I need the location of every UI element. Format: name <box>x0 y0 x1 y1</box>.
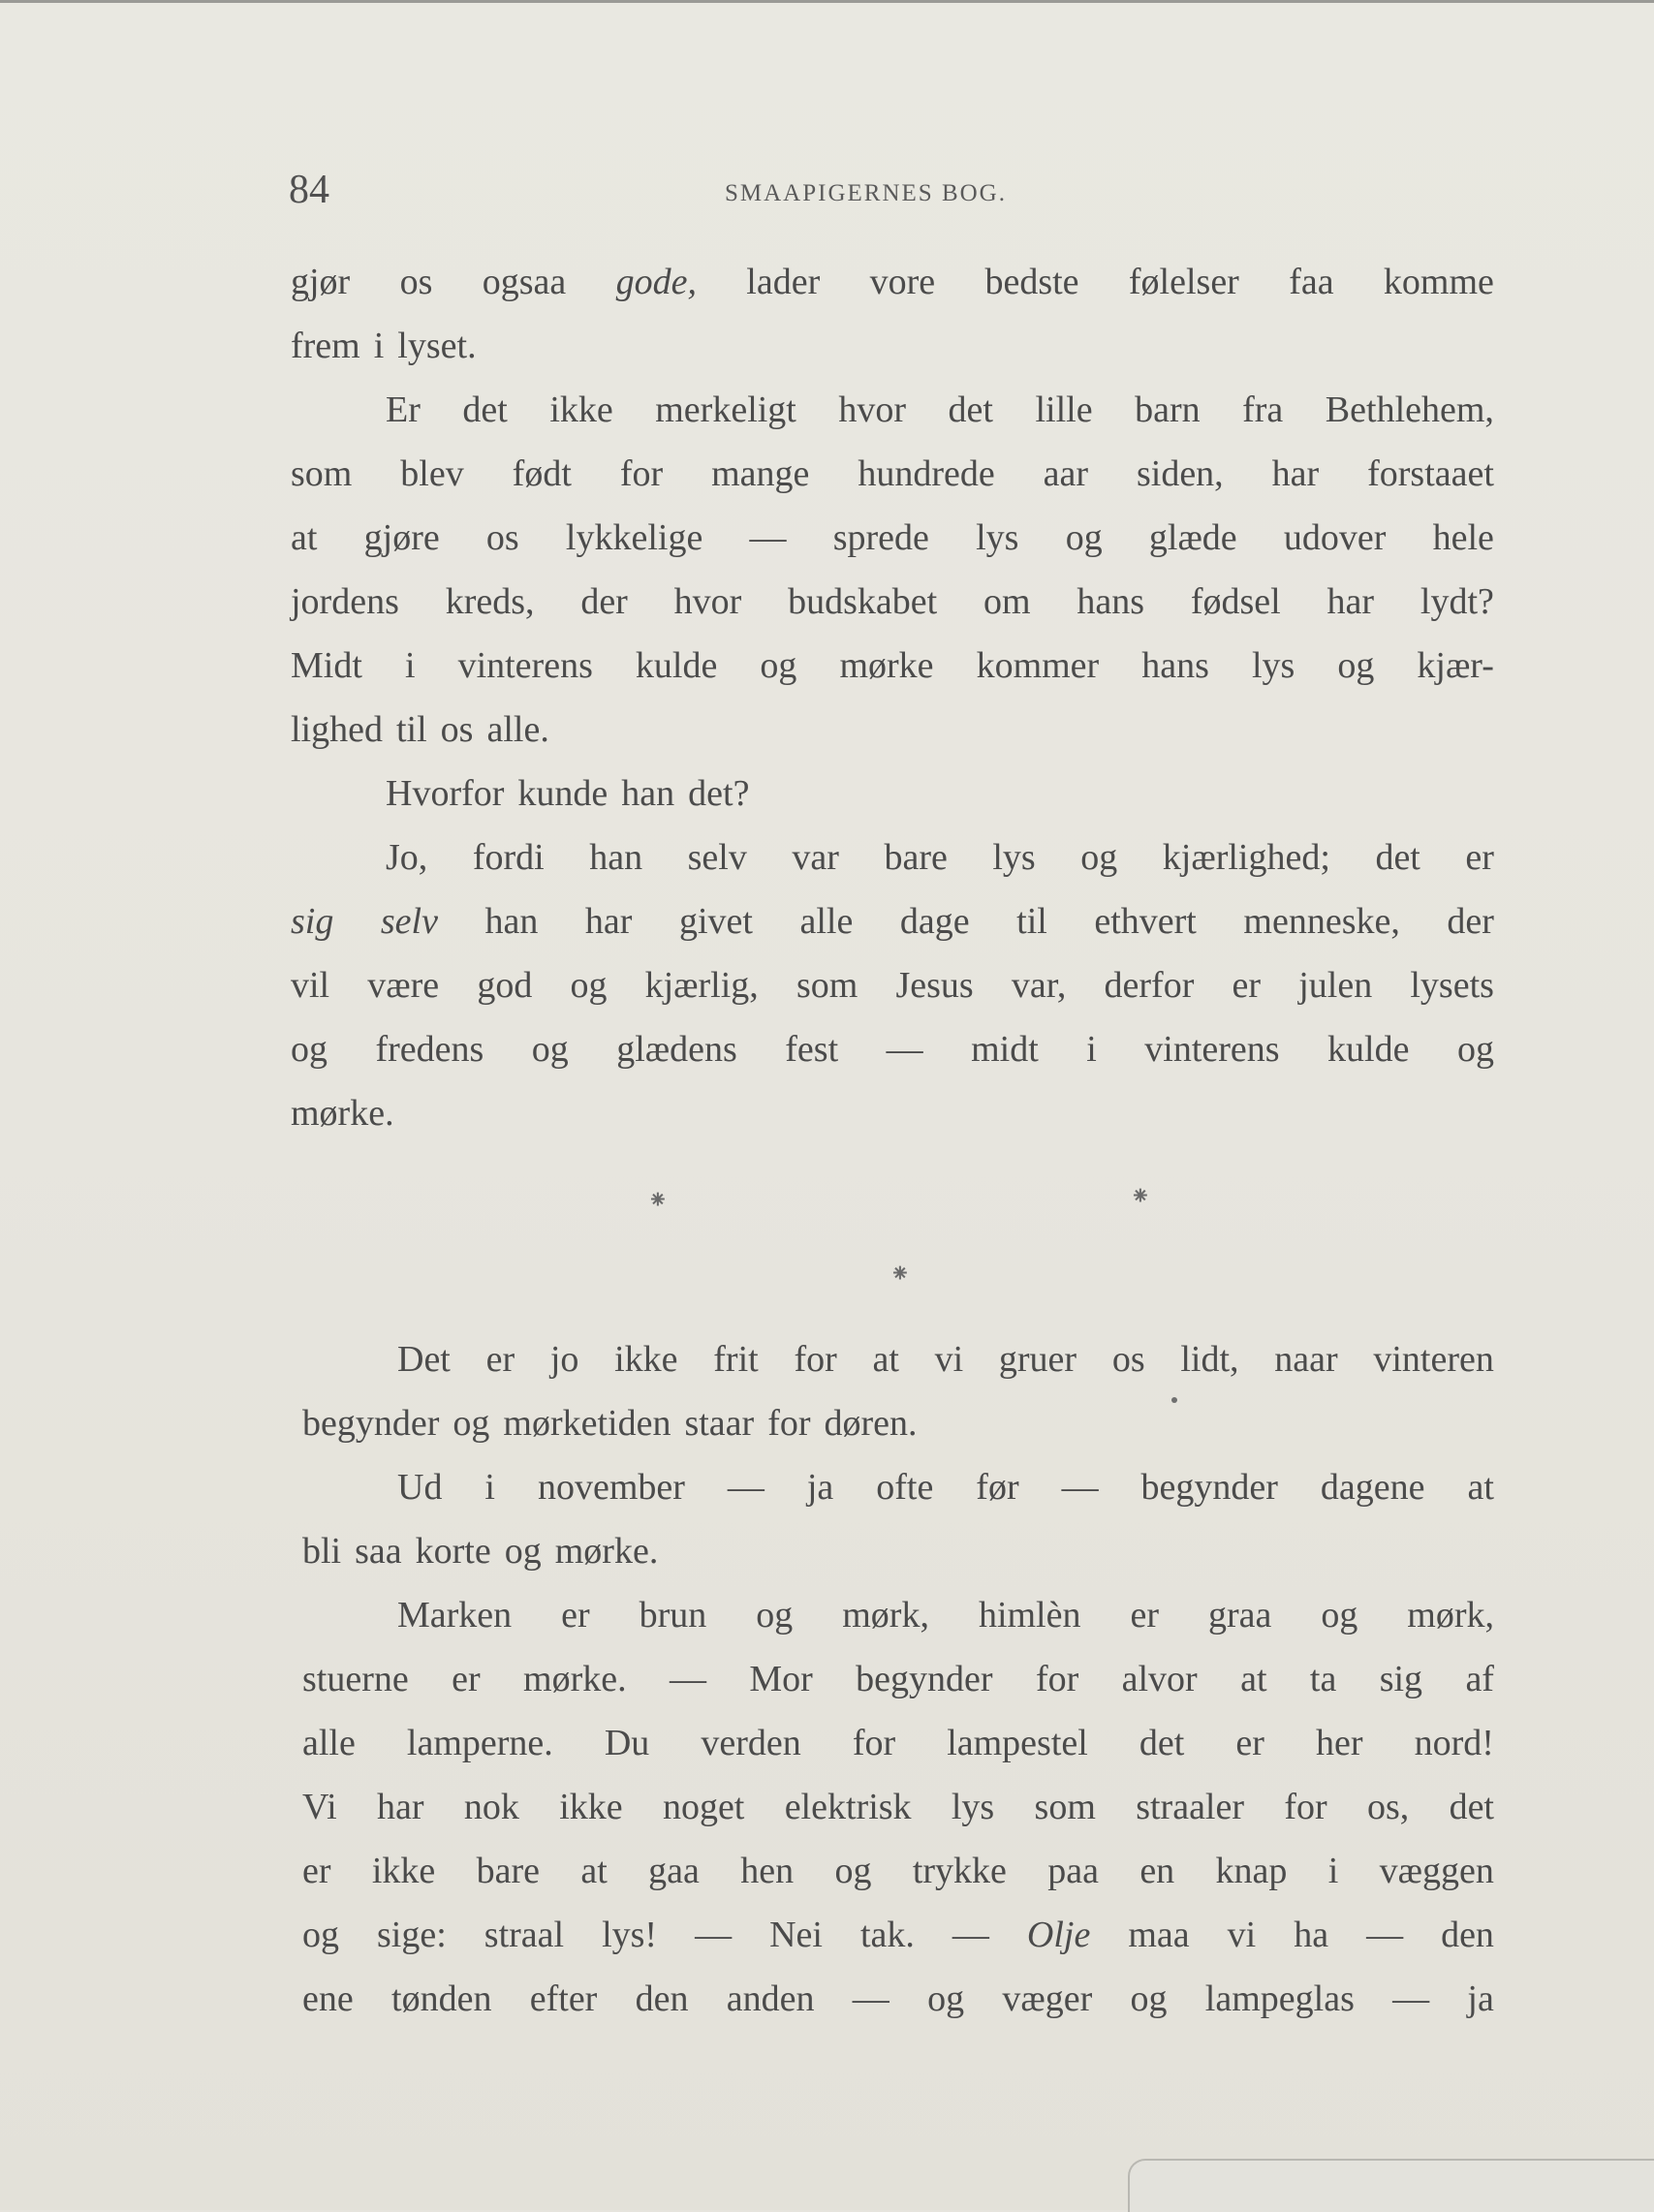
word: blev <box>400 453 464 494</box>
word: ikke <box>614 1339 678 1380</box>
word: han <box>484 901 539 942</box>
word: den <box>635 1978 689 2019</box>
word: vi <box>934 1339 964 1380</box>
word: ofte <box>876 1467 934 1508</box>
word: mørke <box>839 645 934 686</box>
word: Det <box>397 1339 451 1380</box>
word: dagene <box>1320 1467 1425 1508</box>
word: ja <box>1467 1978 1494 2019</box>
text-line <box>302 1391 1494 1455</box>
word: ikke <box>549 389 613 430</box>
word: siden, <box>1136 453 1224 494</box>
word: i <box>1327 1851 1339 1891</box>
word: november <box>537 1467 685 1508</box>
word: kjærlighed; <box>1162 837 1330 878</box>
word: nord! <box>1414 1723 1494 1763</box>
word: det <box>1375 837 1420 878</box>
running-title: SMAAPIGERNES BOG. <box>725 180 1007 206</box>
word: som <box>796 965 858 1006</box>
word: gjøre <box>363 517 440 558</box>
text-line <box>291 826 1494 889</box>
word: — <box>727 1467 765 1508</box>
word: himlèn <box>978 1595 1081 1636</box>
word: bedste <box>984 262 1079 302</box>
word: hans <box>1141 645 1209 686</box>
word: og <box>1321 1595 1358 1636</box>
word: der <box>1447 901 1494 942</box>
word: har <box>1326 581 1375 622</box>
word: — <box>1061 1467 1099 1508</box>
word: midt <box>971 1029 1039 1070</box>
asterisk-ornament-left: ⁕ <box>647 1186 669 1214</box>
word: ha <box>1294 1915 1329 1955</box>
word: er <box>1235 1723 1264 1763</box>
word: mørk, <box>1407 1595 1494 1636</box>
word: har <box>1271 453 1320 494</box>
text-line <box>302 1647 1494 1711</box>
word: for <box>1284 1787 1327 1827</box>
word: — <box>852 1978 889 2019</box>
word: være <box>367 965 440 1006</box>
word: det <box>462 389 508 430</box>
word: hvor <box>673 581 742 622</box>
word: det? <box>688 773 750 814</box>
word: at <box>1467 1467 1494 1508</box>
word: er <box>302 1851 331 1891</box>
word: os, <box>1366 1787 1410 1827</box>
word: — <box>669 1659 706 1699</box>
word: budskabet <box>788 581 938 622</box>
word: Ud <box>397 1467 443 1508</box>
word: vi <box>1227 1915 1257 1955</box>
word: som <box>1034 1787 1096 1827</box>
word: og <box>531 1029 569 1070</box>
word: Mor <box>749 1659 813 1699</box>
text-line <box>291 762 1494 826</box>
word: lader <box>746 262 821 302</box>
word: hvor <box>838 389 907 430</box>
word: for <box>794 1339 837 1380</box>
word: julen <box>1298 965 1373 1006</box>
word: en <box>1139 1851 1175 1891</box>
word: begynder <box>302 1403 440 1444</box>
word: staar <box>684 1403 755 1444</box>
word: knap <box>1215 1851 1288 1891</box>
word: fordi <box>472 837 545 878</box>
word: hundrede <box>858 453 995 494</box>
word: mørke. <box>291 1093 394 1134</box>
word: menneske, <box>1243 901 1400 942</box>
word: vore <box>869 262 936 302</box>
word: — <box>1392 1978 1430 2019</box>
word: i <box>484 1467 495 1508</box>
word: til <box>1016 901 1047 942</box>
word: aar <box>1043 453 1089 494</box>
word: den <box>1441 1915 1494 1955</box>
word: alle <box>302 1723 356 1763</box>
word: mange <box>711 453 810 494</box>
text-line <box>291 314 1494 378</box>
italic-word: selv <box>380 901 438 942</box>
word: vinteren <box>1373 1339 1494 1380</box>
word: — <box>1366 1915 1404 1955</box>
word: der <box>580 581 628 622</box>
word: glæde <box>1148 517 1237 558</box>
italic-word: Olje <box>1026 1915 1091 1955</box>
word: og <box>570 965 608 1006</box>
word: lykkelige <box>565 517 703 558</box>
word: frit <box>713 1339 759 1380</box>
word: forstaaet <box>1367 453 1494 494</box>
word: født <box>512 453 572 494</box>
word: væggen <box>1379 1851 1494 1891</box>
word: os <box>1111 1339 1145 1380</box>
word: væger <box>1002 1978 1093 2019</box>
word: lydt? <box>1420 581 1494 622</box>
text-line <box>302 1711 1494 1775</box>
word: kommer <box>976 645 1100 686</box>
word: begynder <box>1140 1467 1278 1508</box>
word: mørke. <box>523 1659 627 1699</box>
word: som <box>291 453 353 494</box>
word: lys <box>951 1787 995 1827</box>
word: det <box>1449 1787 1494 1827</box>
text-line <box>302 1775 1494 1839</box>
word: tønden <box>391 1978 492 2019</box>
word: udover <box>1283 517 1387 558</box>
word: og <box>504 1531 542 1572</box>
word: har <box>377 1787 424 1827</box>
word: er <box>561 1595 590 1636</box>
word: vinterens <box>457 645 593 686</box>
text-line <box>291 442 1494 506</box>
word: lighed <box>291 709 383 750</box>
word: faa <box>1289 262 1334 302</box>
text-line <box>291 506 1494 570</box>
word: jo <box>549 1339 579 1380</box>
word: sprede <box>832 517 929 558</box>
text-line <box>291 889 1494 953</box>
word: Nei <box>769 1915 823 1955</box>
text-line <box>302 1903 1494 1967</box>
word: Midt <box>291 645 362 686</box>
word: og <box>453 1403 490 1444</box>
word: Marken <box>397 1595 513 1636</box>
text-line <box>302 1327 1494 1391</box>
word: fra <box>1242 389 1284 430</box>
word: det <box>1139 1723 1185 1763</box>
text-line <box>302 1839 1494 1903</box>
text-block-1 <box>291 250 1494 1145</box>
word: ogsaa <box>482 262 567 302</box>
word: i <box>404 645 416 686</box>
word: derfor <box>1104 965 1195 1006</box>
word: kjær- <box>1417 645 1494 686</box>
word: Jo, <box>386 837 428 878</box>
italic-word: sig <box>291 901 334 942</box>
word: for <box>619 453 664 494</box>
word: er <box>485 1339 515 1380</box>
asterisk-ornament-right: ⁕ <box>1130 1182 1151 1210</box>
word: og <box>1337 645 1375 686</box>
word: sige: <box>377 1915 447 1955</box>
word: tak. <box>859 1915 915 1955</box>
word: verden <box>701 1723 801 1763</box>
word: hans <box>1077 581 1145 622</box>
word: i <box>1086 1029 1097 1070</box>
word: han <box>621 773 675 814</box>
word: saa <box>355 1531 402 1572</box>
word: alle. <box>486 709 549 750</box>
word: lys! <box>602 1915 658 1955</box>
word: efter <box>529 1978 598 2019</box>
word: god <box>477 965 533 1006</box>
word: selv <box>687 837 747 878</box>
word: Vi <box>302 1787 337 1827</box>
word: straaler <box>1136 1787 1245 1827</box>
word: mørketiden <box>503 1403 671 1444</box>
word: var, <box>1011 965 1067 1006</box>
word: og <box>291 1029 328 1070</box>
word: her <box>1315 1723 1363 1763</box>
word: kunde <box>517 773 609 814</box>
word: merkeligt <box>655 389 796 430</box>
word: bare <box>884 837 948 878</box>
word: han <box>589 837 643 878</box>
word: Bethlehem, <box>1325 389 1494 430</box>
word: kulde <box>635 645 718 686</box>
text-line <box>302 1967 1494 2031</box>
word: for <box>852 1723 896 1763</box>
word: stuerne <box>302 1659 409 1699</box>
paper-speck <box>1171 1397 1177 1403</box>
word: lidt, <box>1180 1339 1239 1380</box>
page-header <box>289 167 1490 225</box>
word: Jesus <box>895 965 974 1006</box>
word: os <box>440 709 474 750</box>
word: anden <box>726 1978 815 2019</box>
word: lampestel <box>947 1723 1088 1763</box>
word: ethvert <box>1094 901 1197 942</box>
asterisk-ornament-center: ⁕ <box>889 1260 911 1288</box>
text-line <box>302 1583 1494 1647</box>
word: Hvorfor <box>386 773 505 814</box>
text-line <box>291 570 1494 634</box>
text-block-2 <box>302 1327 1494 2031</box>
word: lille <box>1035 389 1093 430</box>
page-number: 84 <box>289 168 329 212</box>
word: ikke <box>371 1851 436 1891</box>
word: lys <box>1251 645 1295 686</box>
text-line <box>291 250 1494 314</box>
word: og <box>1130 1978 1168 2019</box>
word: graa <box>1207 1595 1272 1636</box>
word: — <box>749 517 787 558</box>
word: lampeglas <box>1204 1978 1355 2019</box>
word: kreds, <box>445 581 535 622</box>
word: os <box>485 517 519 558</box>
word: hele <box>1432 517 1494 558</box>
word: er <box>1465 837 1494 878</box>
word: og <box>756 1595 794 1636</box>
word: alvor <box>1121 1659 1198 1699</box>
word: at <box>580 1851 608 1891</box>
word: hen <box>740 1851 795 1891</box>
word: er <box>452 1659 481 1699</box>
word: gjør <box>291 262 351 302</box>
word: ikke <box>559 1787 623 1827</box>
word: begynder <box>856 1659 993 1699</box>
word: og <box>834 1851 872 1891</box>
word: Er <box>386 389 421 430</box>
text-line <box>291 634 1494 698</box>
word: gruer <box>998 1339 1077 1380</box>
word: fest <box>785 1029 839 1070</box>
word: alle <box>799 901 854 942</box>
word: lamperne. <box>406 1723 553 1763</box>
word: kjærlig, <box>644 965 759 1006</box>
word: korte <box>415 1531 491 1572</box>
word: givet <box>678 901 753 942</box>
word: os <box>399 262 433 302</box>
word: lysets <box>1410 965 1494 1006</box>
word: frem <box>291 326 360 366</box>
word: Du <box>604 1723 650 1763</box>
word: straal <box>484 1915 565 1955</box>
word: nok <box>463 1787 519 1827</box>
word: det <box>948 389 993 430</box>
text-line <box>291 1017 1494 1081</box>
word: trykke <box>912 1851 1007 1891</box>
italic-word: gode, <box>615 262 697 302</box>
page-top-edge <box>0 0 1654 3</box>
word: fødsel <box>1190 581 1281 622</box>
text-line <box>291 953 1494 1017</box>
word: paa <box>1047 1851 1099 1891</box>
word: i <box>373 326 385 366</box>
word: vinterens <box>1144 1029 1280 1070</box>
word: og <box>1456 1029 1494 1070</box>
word: bli <box>302 1531 342 1572</box>
word: elektrisk <box>784 1787 912 1827</box>
word: noget <box>662 1787 745 1827</box>
word: — <box>886 1029 923 1070</box>
word: og <box>1080 837 1118 878</box>
word: om <box>983 581 1031 622</box>
word: til <box>395 709 427 750</box>
word: for <box>767 1403 811 1444</box>
word: døren. <box>824 1403 918 1444</box>
word: — <box>695 1915 733 1955</box>
word: var <box>792 837 839 878</box>
page-curl-corner <box>1128 2159 1654 2212</box>
word: lyset. <box>397 326 477 366</box>
word: dage <box>899 901 970 942</box>
text-line <box>302 1455 1494 1519</box>
text-line <box>291 698 1494 762</box>
word: gaa <box>648 1851 700 1891</box>
word: har <box>584 901 633 942</box>
word: vil <box>291 965 330 1006</box>
word: ja <box>806 1467 834 1508</box>
word: bare <box>476 1851 541 1891</box>
text-line <box>302 1519 1494 1583</box>
text-line <box>291 378 1494 442</box>
word: følelser <box>1128 262 1239 302</box>
word: før <box>976 1467 1019 1508</box>
word: fredens <box>375 1029 484 1070</box>
word: og <box>1065 517 1103 558</box>
word: og <box>760 645 797 686</box>
word: er <box>1232 965 1262 1006</box>
word: lys <box>976 517 1019 558</box>
word: mørke. <box>554 1531 659 1572</box>
text-line <box>291 1081 1494 1145</box>
word: — <box>952 1915 989 1955</box>
word: mørk, <box>842 1595 929 1636</box>
word: kulde <box>1327 1029 1410 1070</box>
word: ene <box>302 1978 354 2019</box>
word: maa <box>1128 1915 1190 1955</box>
section-break <box>0 1172 1654 1298</box>
word: naar <box>1274 1339 1338 1380</box>
word: sig <box>1379 1659 1423 1699</box>
word: ta <box>1309 1659 1337 1699</box>
word: lys <box>992 837 1036 878</box>
word: glædens <box>616 1029 737 1070</box>
word: for <box>1035 1659 1079 1699</box>
word: at <box>291 517 318 558</box>
word: jordens <box>291 581 399 622</box>
word: barn <box>1135 389 1201 430</box>
word: komme <box>1383 262 1494 302</box>
word: at <box>1240 1659 1267 1699</box>
word: at <box>872 1339 899 1380</box>
word: af <box>1465 1659 1494 1699</box>
word: brun <box>639 1595 707 1636</box>
word: og <box>927 1978 965 2019</box>
word: og <box>302 1915 339 1955</box>
word: er <box>1130 1595 1159 1636</box>
